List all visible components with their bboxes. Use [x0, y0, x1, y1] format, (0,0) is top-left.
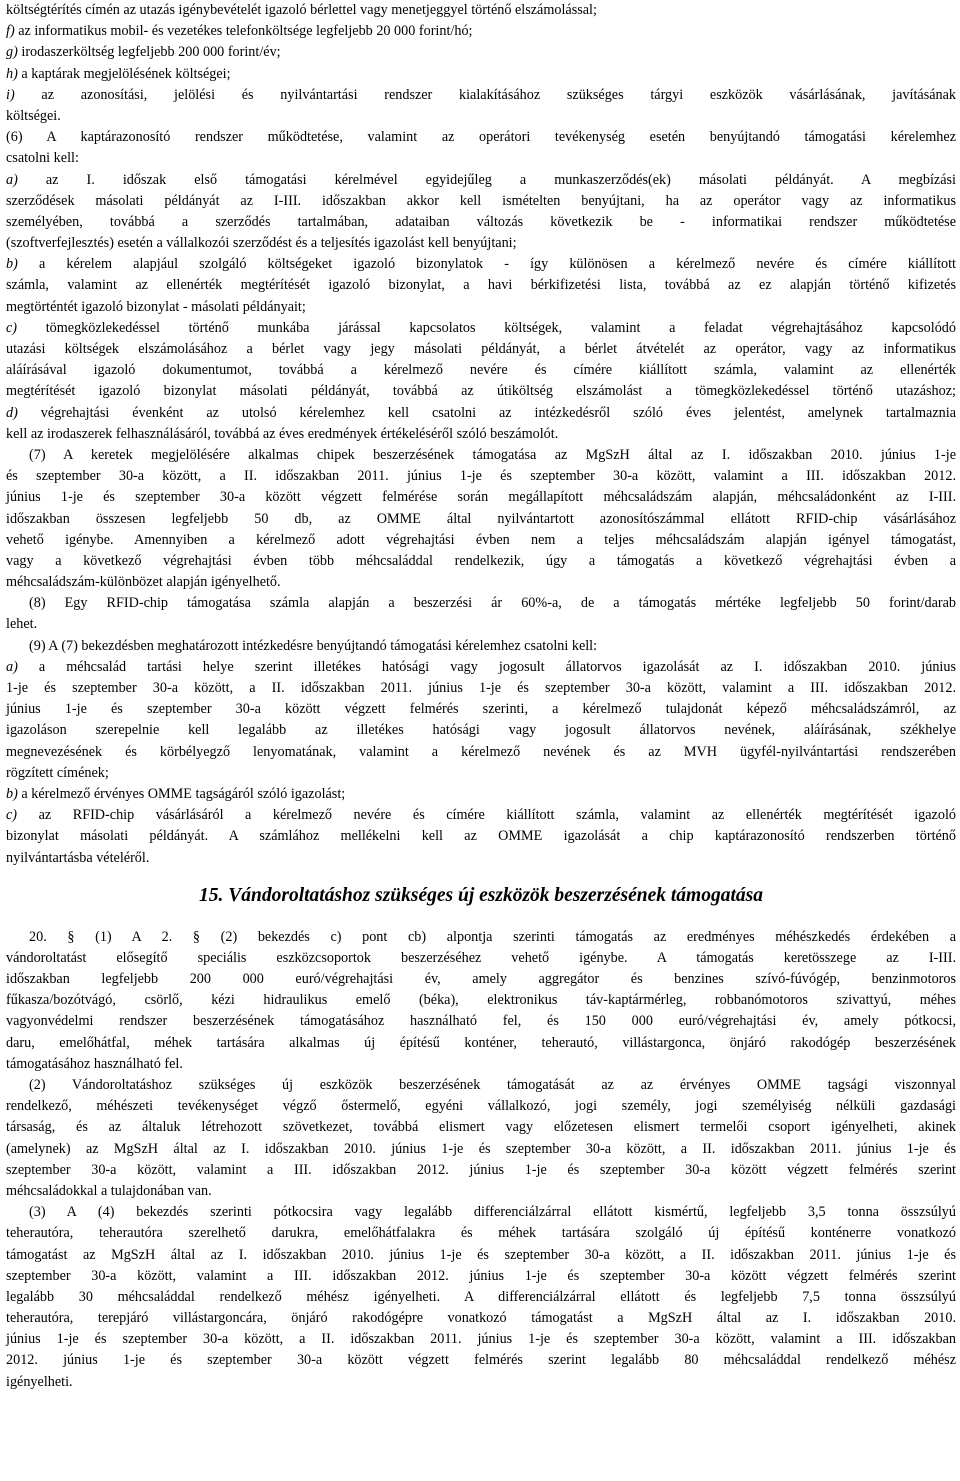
list-item-c: c) az RFID-chip vásárlásáról a kérelmező nevére és címére kiállított számla, valamint az ellenérték megtérítését igazoló [6, 807, 956, 824]
section-20-paragraph-2: (2) Vándoroltatáshoz szükséges új eszközök beszerzésének támogatását az az érvényes OMME tagsági viszonnyal [29, 1077, 956, 1093]
text-line: utazási költségek elszámolásához a bérlet vagy jegy másolati példányát, a bérlet átvételét az operátor, vagy az informatikus [6, 341, 956, 357]
text-line: 2012. június 1-je és szeptember 30-a között végzett felmérés szerint legalább 80 méhcsaláddal rendelkező méhész [6, 1352, 956, 1369]
text-line: méhcsaládokkal a tulajdonában van. [6, 1182, 212, 1199]
text-line: időszakban legfeljebb 200 000 euró/végrehajtási év, amely aggregátor és benzines szívó-fúvógép, benzinmotoros [6, 971, 956, 988]
section-title: 15. Vándoroltatáshoz szükséges új eszközök beszerzésének támogatása [199, 884, 763, 906]
text-line: daru, emelőhátfal, méhek tartására alkalmas új építésű konténer, teherautó, villástargonca, önjáró rakodógép beszerzésének [6, 1034, 956, 1051]
text-line: június 1-je és szeptember 30-a között végzett felmérése során megállapított méhcsaládszám alapján, méhcsaládonként az I-III. [6, 489, 956, 506]
text-line: szeptember 30-a között, valamint a III. időszakban 2012. június 1-je és szeptember 30-a között végzett felmérés szerint [6, 1161, 956, 1178]
list-item-c: c) tömegközlekedéssel történő munkába járással kapcsolatos költségek, valamint a feladat végrehajtásához kapcsolódó [6, 319, 956, 336]
text-line: rendelkező, méhészeti tevékenységet végző őstermelő, egyéni vállalkozó, jogi személy, jogi személyiség nélküli gazdasági [6, 1098, 956, 1115]
text-line: támogatást az MgSzH által az I. időszakban 2010. június 1-je és szeptember 30-a között, a II. időszakban 2011. június 1-je és [6, 1246, 956, 1263]
text-line: bizonylat másolati példányát. A számlához mellékelni kell az OMME igazolását a chip kaptárazonosító rendszerben történő [6, 828, 956, 845]
text-line: költségei. [6, 107, 61, 124]
paragraph-6: (6) A kaptárazonosító rendszer működtetése, valamint az operátori tevékenység esetén benyújtandó támogatási kérelemhez [6, 129, 956, 146]
text-line: 1-je és szeptember 30-a között, a II. időszakban 2011. június 1-je és szeptember 30-a között, valamint a III. időszakban 2012. [6, 680, 956, 696]
section-20-paragraph-1: 20. § (1) A 2. § (2) bekezdés c) pont cb) alpontja szerinti támogatás az eredményes méhészkedés érdekében a [29, 928, 956, 945]
text-line: vehető igénybe. Amennyiben a kérelmező adott végrehajtási évben nem a teljes méhcsaládszám alapján igényel támogatást, [6, 531, 956, 548]
text-line: vándoroltatást elősegítő speciális eszközcsoportok beszerzéséhez vehető igénybe. A támogatás keretösszege az I-III. [6, 949, 956, 966]
text-line: aláírásával igazoló dokumentumot, továbbá a kérelmező nevére és címére kiállított számla, valamint az ellenérték [6, 362, 956, 379]
text-line: szeptember 30-a között, valamint a III. időszakban 2012. június 1-je és szeptember 30-a között végzett felmérés szerint [6, 1267, 956, 1284]
text-line: megtörténtét igazoló bizonylat - másolati példányait; [6, 298, 306, 315]
paragraph-7: (7) A keretek megjelölésére alkalmas chipek beszerzésének támogatása az MgSzH által az I. időszakban 2010. június 1-je [29, 446, 956, 463]
text-line: szerződések másolati példányát az I-III. időszakban akkor kell ismételten benyújtani, ha az operátor vagy az informatikus [6, 192, 956, 209]
text-line: június 1-je és szeptember 30-a között végzett felmérés szerinti, a kérelmező tulajdonát képező méhcsaládszámról, az [6, 701, 956, 718]
text-line: számla, valamint az ellenérték megtérítését igazoló bizonylat, a havi bérkifizetési lista, továbbá az ez alapján történő kifizetés [6, 277, 956, 294]
text-line: (szoftverfejlesztés) esetén a vállalkozói szerződést és a teljesítés igazolást kell benyújtani; [6, 235, 517, 252]
text-line: időszakban összesen legfeljebb 50 db, az OMME által nyilvántartott azonosítószámmal ellátott RFID-chip vásárlásához [6, 510, 956, 527]
text-line: személyében, továbbá a szerződés tartalmában, adataiban változás következik be - informatikai rendszer működtetése [6, 213, 956, 230]
text-line: csatolni kell: [6, 150, 79, 167]
list-item-a: a) a méhcsalád tartási helye szerint illetékes hatósági vagy jogosult állatorvos igazolását az I. időszakban 2010. június [6, 658, 956, 675]
list-item-b: b) a kérelmező érvényes OMME tagságáról szóló igazolást; [6, 785, 346, 802]
list-item-h: h) a kaptárak megjelölésének költségei; [6, 65, 231, 82]
text-line: társaság, és az általuk létrehozott szövetkezet, továbbá elismert vagy előzetesen elismert termelői csoport igényelheti, akinek [6, 1119, 956, 1136]
text-line: legalább 30 méhcsaláddal rendelkező méhész igényelheti. A differenciálzárral ellátott és legfeljebb 7,5 tonna összsúlyú [6, 1288, 956, 1305]
paragraph-8: (8) Egy RFID-chip támogatása számla alapján a beszerzési ár 60%-a, de a támogatás mértéke legfeljebb 50 forint/darab [29, 595, 956, 612]
text-line: támogatásához használható fel. [6, 1055, 183, 1072]
text-line: nyilvántartásba vételéről. [6, 849, 150, 866]
text-line: június 1-je és szeptember 30-a között, a II. időszakban 2011. június 1-je és szeptember 30-a között, valamint a III. időszakban [6, 1331, 956, 1348]
list-item-d: d) végrehajtási évenként az utolsó kérelemhez kell csatolni az intézkedésről szóló éves jelentést, amelynek tartalmaznia [6, 404, 956, 421]
text-line: vagyonvédelmi rendszer beszerzésének támogatásához használható fel, és 150 000 euró/végrehajtási év, amely pótkocsi, [6, 1013, 956, 1030]
text-line: méhcsaládszám-különbözet alapján igényelhető. [6, 574, 281, 591]
text-line: és szeptember 30-a között, a II. időszakban 2011. június 1-je és szeptember 30-a között, valamint a III. időszakban 2012. [6, 468, 956, 485]
text-line: igényelheti. [6, 1373, 73, 1390]
text-line: vagy a következő végrehajtási évben több méhcsaláddal rendelkezik, úgy a támogatás a következő végrehajtási évben a [6, 552, 956, 569]
text-line: (amelynek) az MgSzH által az I. időszakban 2010. június 1-je és szeptember 30-a között, a II. időszakban 2011. június 1-je és [6, 1140, 956, 1157]
text-line: kell az irodaszerek felhasználásáról, továbbá az éves eredmények értékeléséről szóló beszámolót. [6, 425, 559, 442]
document-page [6, 0, 956, 1393]
paragraph-9: (9) A (7) bekezdésben meghatározott intézkedésre benyújtandó támogatási kérelemhez csatolni kell: [29, 637, 598, 654]
list-item-a: a) az I. időszak első támogatási kérelmével egyidejűleg a munkaszerződés(ek) másolati példányát. A megbízási [6, 171, 956, 188]
list-item-b: b) a kérelem alapjául szolgáló költségeket igazoló bizonylatok - így különösen a kérelmező nevére és címére kiállított [6, 256, 956, 273]
text-line: teherautóra, terepjáró villástargoncára, önjáró rakodógépre vonatkozó támogatást a MgSzH által az I. időszakban 2010. [6, 1310, 956, 1327]
text-line: költségtérítés címén az utazás igénybevételét igazoló bérlettel vagy menetjeggyel történő elszámolással; [6, 2, 597, 18]
text-line: megnevezésének és körbélyegző lenyomatának, valamint a kérelmező nevének és az MVH ügyfél-nyilvántartási rendszerében [6, 743, 956, 760]
text-line: fűkasza/bozótvágó, csörlő, kézi hidraulikus emelő (béka), elektronikus táv-kaptármérleg, robbanómotoros szivattyú, méhes [6, 992, 956, 1009]
text-line: igazoláson szerepelnie kell legalább az illetékes hatósági vagy jogosult állatorvos nevének, aláírásának, székhelye [6, 722, 956, 739]
text-line: teherautóra, teherautóra szerelhető darukra, emelőhátfalakra és méhek tartására szolgáló új építésű konténerre vonatkozó [6, 1225, 956, 1242]
list-item-i: i) az azonosítási, jelölési és nyilvántartási rendszer kialakításához szükséges tárgyi eszközök vásárlásának, javításának [6, 86, 956, 103]
text-line: megtérítését igazoló bizonylat másolati példányát, továbbá az útiköltség elszámolást a tömegközlekedéssel történő utazáshoz; [6, 383, 956, 400]
section-20-paragraph-3: (3) A (4) bekezdés szerinti pótkocsira vagy legalább differenciálzárral ellátott kismértű, legfeljebb 3,5 tonna összsúlyú [29, 1204, 956, 1221]
text-line: rögzített címének; [6, 764, 109, 781]
list-item-f: f) az informatikus mobil- és vezetékes telefonköltsége legfeljebb 20 000 forint/hó; [6, 23, 473, 40]
text-line: lehet. [6, 616, 38, 633]
list-item-g: g) irodaszerköltség legfeljebb 200 000 forint/év; [6, 44, 281, 61]
